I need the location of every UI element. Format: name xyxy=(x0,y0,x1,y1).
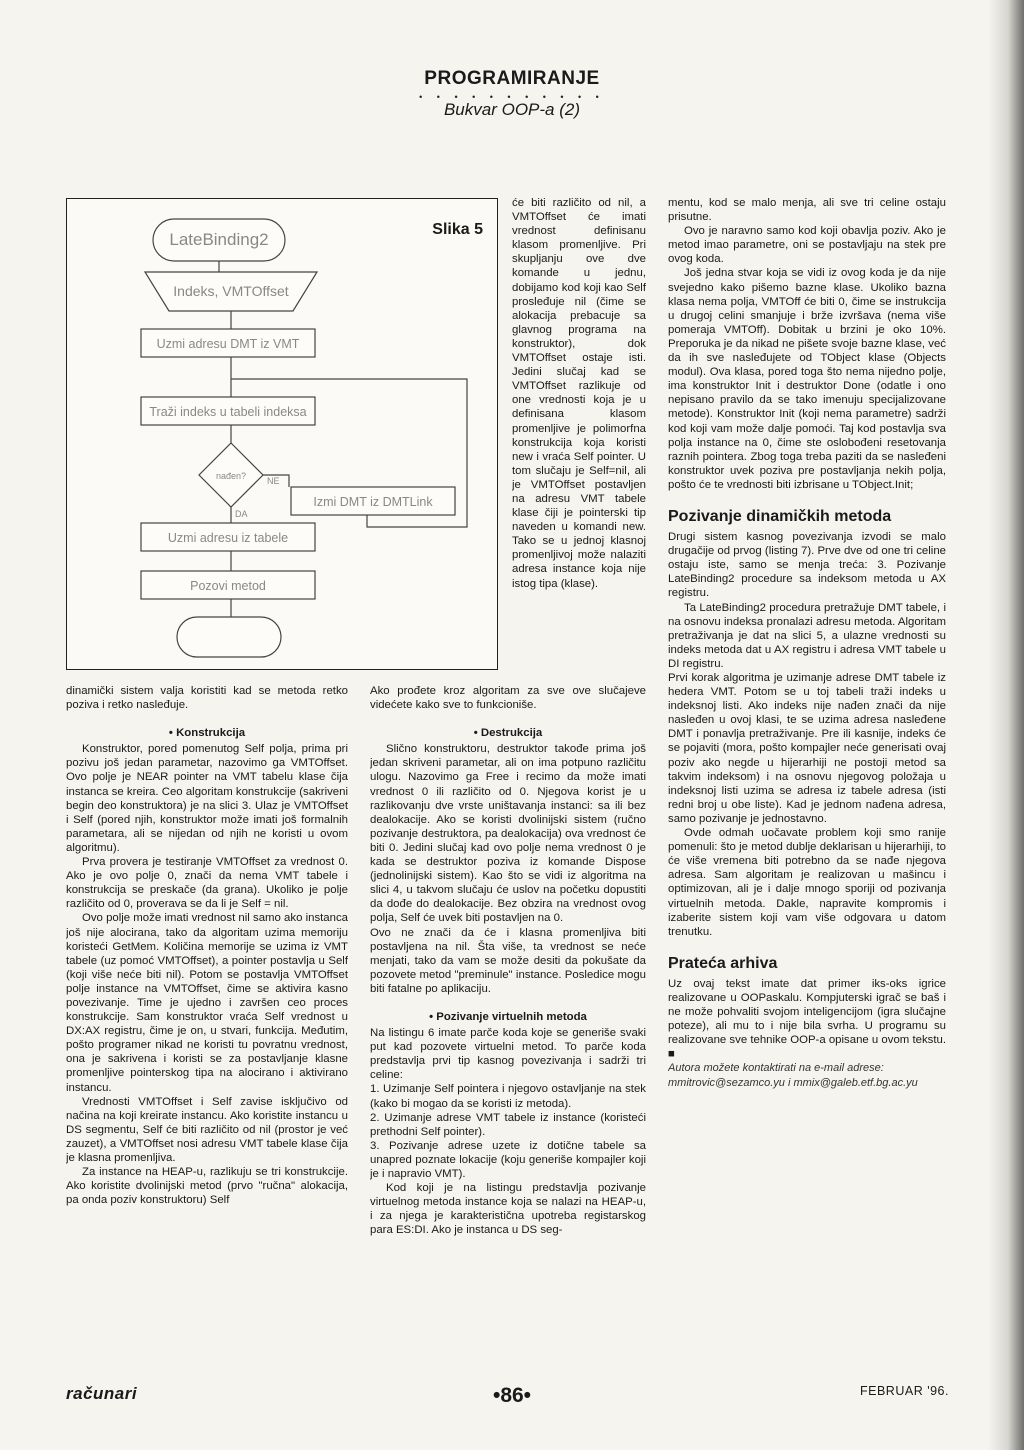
figure-slika-5 xyxy=(66,198,498,670)
col3-para: Još jedna stvar koja se vidi iz ovog koda je da nije svejedno kako pišemo bazne klase. Ukoliko bazna klasa nema polja, VMTOff će biti 0, čime se instrukcija u drugoj celini smanjuje i brže izvršava (nema više pomeraja VMTOff). Dobitak u brzini je oko 10%. Preporuka je da nikad ne pišete svoje bazne klase, već da ih sve nasleđujete od TObject klase (Objects modul). Ova klasa, pored toga što nema nijedno polje, ima konstruktor Init i destruktor Done (odatle i ono nepisano pravilo da se tako imenuju specijalizovane metode). Konstruktor Init (koji nema parametre) sadrži kod koji vam može dalje pomoći. Taj kod postavlja sva polja instance na 0, čime ste oslobođeni resetovanja raznih pointera. Zbog toga treba paziti da se nasleđeni konstruktor uvek poziva pre postavljanja nekih polja, pošto će te vrednosti biti izbrisane u TObject.Init; xyxy=(668,267,946,491)
col2-figure-side-text: će biti različito od nil, a VMTOffset će imati vrednost definisanu klasom promenljive. Pri skupljanju ove dve komande u jednu, dobijamo kod koji kao Self prosleđuje nil (čime se alokacija prebacuje sa glavnog programa na konstruktor), dok VMTOffset ostaje isti. Jedini slučaj kad se VMTOffset razlikuje od one vrednosti koja je u definisana klasom promenljive je polimorfna konstrukcija koja koristi new i vraća Self pointer. U tom slučaju je Self=nil, ali je VMTOffset postavljen na adresu VMT tabele klase čiji je pointerski tip naveden u komandi new. Tako se u jednoj klasnoj promenljivoj može nalaziti adresa instance koja nije istog tipa (klase). xyxy=(512,197,646,590)
column-2-figure-side xyxy=(512,196,646,680)
section-title: PROGRAMIRANJE xyxy=(424,68,600,89)
heading-prateca-arhiva: Prateća arhiva xyxy=(668,954,778,972)
flowchart-step2-text: Traži indeks u tabeli indeksa xyxy=(149,405,307,419)
col3-para: Ta LateBinding2 procedura pretražuje DMT tabele, i na osnovu indeksa pronalazi adresu metoda. Algoritam pretraživanja je dat na slici 5, a ulazne vrednosti su indeks metoda dat u AX registru i adresa VMT tabele u DI registru. xyxy=(668,601,946,670)
flowchart xyxy=(67,199,497,669)
col3-para: Uz ovaj tekst imate dat primer iks-oks igrice realizovane u OOPaskalu. Kompjuterski igrač se baš i ne može pohvaliti svojom inteligencijom (igra slučajne poteze), ali mu to i nije bila svrha. U programu su realizovane sve tehnike OOP-a opisane u ovom tekstu. ■ xyxy=(668,977,946,1061)
page-number: •86• xyxy=(492,1384,532,1407)
flowchart-input-text: Indeks, VMTOffset xyxy=(173,283,289,299)
col2-para: Slično konstruktoru, destruktor takođe prima još jedan skriveni parametar, ali on ima potpuno različitu ulogu. Nazovimo ga Free i recimo da može imati vrednost 0 ili različito od 0. Njegova korist je u razlikovanju dve vrste uništavanja instanci: sa ili bez dealokacije. Ako se koristi dvolinijski sistem (ručno pozivanje destruktora, pa dealokacija) ova vrednost će biti 0. Jedini slučaj kad ovo polje nema vrednost 0 je kada se destruktor poziva iz komande Dispose (jednolinijski sistem). Kao što se vidi iz algoritma na slici 4, u takvom slučaju će uslov na početku dopustiti da dođe do dealokacije. Bez obzira na vrednost ovog polja, Self će uvek biti postavljen na 0. xyxy=(370,743,646,925)
col2-list-item: 3. Pozivanje adrese uzete iz dotične tabele sa unapred poznate lokacije (koju generiše kompajler koji je i napravio VMT). xyxy=(370,1139,646,1180)
article-subtitle: Bukvar OOP-a (2) xyxy=(443,100,581,119)
col2-list-item: 2. Uzimanje adrese VMT tabele iz instance (koristeći prethodni Self pointer). xyxy=(370,1111,646,1138)
flowchart-decision-text: nađen? xyxy=(215,471,247,481)
col1-para: Konstruktor, pored pomenutog Self polja, prima pri pozivu još jedan parametar, nazovimo ga VMTOffset. Ovo polje je NEAR pointer na VMT tabelu klase čija instanca se kreira. Ceo algoritam konstrukcije (sakriveni begin deo konstruktora) je na slici 3. Ulaz je VMTOffset i Self (pored njih, konstruktor može imati još formalnih parametara, ali se nijedan od njih ne koristi u ovom algoritmu). xyxy=(66,743,348,854)
col1-intro: dinamički sistem valja koristiti kad se metoda retko poziva i retko nasleđuje. xyxy=(66,685,348,712)
col1-para: Za instance na HEAP-u, razlikuju se tri konstrukcije. Ako koristite dvolinijski metod (prvo "ručna" alokacija, pa onda poziv konstruktoru) Self xyxy=(66,1166,348,1207)
col2-list-item: 1. Uzimanje Self pointera i njegovo ostavljanje na stek (kako bi mogao da se koristi iz metoda). xyxy=(370,1083,646,1110)
flowchart-no-label: NE xyxy=(267,476,280,486)
col2-subheading-virtuelni: • Pozivanje virtuelnih metoda xyxy=(429,1010,587,1023)
col1-para: Prva provera je testiranje VMTOffset za vrednost 0. Ako je ovo polje 0, znači da nema VMT tabele i konstrukcija se preskače (da grana). Ukoliko je polje različito od 0, proverava se da li je Self = nil. xyxy=(66,856,348,911)
col2-para: Ovo ne znači da će i klasna promenljiva biti postavljena na nil. Šta više, ta vrednost se neće menjati, tako da vam se može desiti da pokušate da pozovete metod "preminule" instance. Posledice mogu biti fatalne po aplikaciju. xyxy=(370,926,646,995)
flowchart-step3-text: Uzmi adresu iz tabele xyxy=(167,531,289,545)
flowchart-step4-text: Pozovi metod xyxy=(190,579,266,593)
flowchart-side-text: Izmi DMT iz DMTLink xyxy=(313,495,433,509)
column-2 xyxy=(370,684,646,1344)
col3-para: Drugi sistem kasnog povezivanja izvodi se malo drugačije od prvog (listing 7). Prve dve od one tri celine ostaju iste, samo se menja treća: 3. Pozivanje LateBinding2 procedure sa indeksom metoda u AX registru. xyxy=(668,531,946,600)
col3-para: Ovde odmah uočavate problem koji smo ranije pomenuli: što je metod dublje deklarisan u hijerarhiji, to će više vremena biti potrebno da se nađe njegova adresa. Sam algoritam je realizovan u mašincu i optimizovan, ali je i dalje mnogo sporiji od pozivanja virtuelnih metoda. Dakle, napravite kompromis i izaberite sistem koji vam više odgovara u datom trenutku. xyxy=(668,827,946,938)
figure-label: Slika 5 xyxy=(432,221,483,238)
col1-subheading: • Konstrukcija xyxy=(168,727,246,740)
col2-subheading-destrukcija: • Destrukcija xyxy=(473,727,543,740)
flowchart-end-shape xyxy=(177,617,281,657)
issue-date: FEBRUAR '96. xyxy=(860,1384,949,1398)
col3-para: Prvi korak algoritma je uzimanje adrese DMT tabele iz hedera VMT. Potom se u toj tabeli traži indeks u indeksnoj listi. Ako indeks nije nađen znači da nije nasleđen u ovoj klasi, te se uzima adresa nasleđene DMT i ponavlja pretraživanje. Pre ili kasnije, indeks će se pojaviti (mora, pošto kompajler neće generisati ovaj poziv ako negde u hijerarhiji ne postoji metod sa takvim indeksom) i na osnovu njegovog položaja u indeksnoj listi uzima se adresa iz tabele adresa (isti redni broj u obe liste). Kad je jednom nađena adresa, samo pozivanje je jednostavno. xyxy=(668,672,946,825)
column-1 xyxy=(66,684,348,1344)
heading-dinamicke-metode: Pozivanje dinamičkih metoda xyxy=(668,507,892,525)
page-edge-shadow xyxy=(988,0,1024,1450)
col3-para: Ovo je naravno samo kod koji obavlja poziv. Ako je metod imao parametre, oni se postavljaju na stek pre ovog koda. xyxy=(668,225,946,266)
magazine-logo: računari xyxy=(66,1384,138,1403)
author-contact: Autora možete kontaktirati na e-mail adrese: mmitrovic@sezamco.yu i mmix@galeb.etf.bg.ac.yu xyxy=(668,1062,918,1089)
col3-para: mentu, kod se malo menja, ali sve tri celine ostaju prisutne. xyxy=(668,197,946,224)
title-dots: • • • • • • • • • • • xyxy=(419,92,605,102)
col2-para: Na listingu 6 imate parče koda koje se generiše svaki put kad pozovete virtuelni metod. To parče koda predstavlja prvi tip kasnog povezivanja i sadrži tri celine: xyxy=(370,1027,646,1082)
col1-para: Vrednosti VMTOffset i Self zavise isključivo od načina na koji kreirate instancu. Ako koristite instancu u DS segmentu, Self će biti različito od nil (prostor je već zauzet), a VMTOffset nosi adresu VMT tabele klase čija je klasna promenljiva. xyxy=(66,1095,348,1164)
column-3 xyxy=(668,196,946,1346)
flowchart-yes-label: DA xyxy=(235,509,248,519)
col1-para: Ovo polje može imati vrednost nil samo ako instanca još nije alocirana, tako da algoritam uzima memoriju koristeći GetMem. Količina memorije se uzima iz VMT tabele (uz pomoć VMTOffset), a pointer postavlja u Self (koji više neće biti nil). Potom se postavlja VMTOffset polje instance na VMTOffset, čime se aktivira kasno povezivanje. Time je ujedno i završen ceo proces konstrukcije. Sam konstruktor vraća Self vrednost u DX:AX registru, čime je on, u stvari, funkcija. Međutim, pošto programer nikad ne koristi tu povratnu vrednost, ona je sakrivena i koristi se za postavljanje klasne promenljive pointerskog tipa na alocirano i aktivirano instancu. xyxy=(66,912,348,1094)
col2-after-figure: Ako prođete kroz algoritam za sve ove slučajeve videćete kako sve to funkcioniše. xyxy=(370,685,646,712)
flowchart-start-text: LateBinding2 xyxy=(169,230,269,249)
flowchart-step1-text: Uzmi adresu DMT iz VMT xyxy=(156,337,300,351)
col2-para: Kod koji je na listingu predstavlja pozivanje virtuelnog metoda instance koja se nalazi na HEAP-u, i za njega je karakteristična upotreba registarskog para ES:DI. Ako je instanca u DS seg- xyxy=(370,1182,646,1237)
